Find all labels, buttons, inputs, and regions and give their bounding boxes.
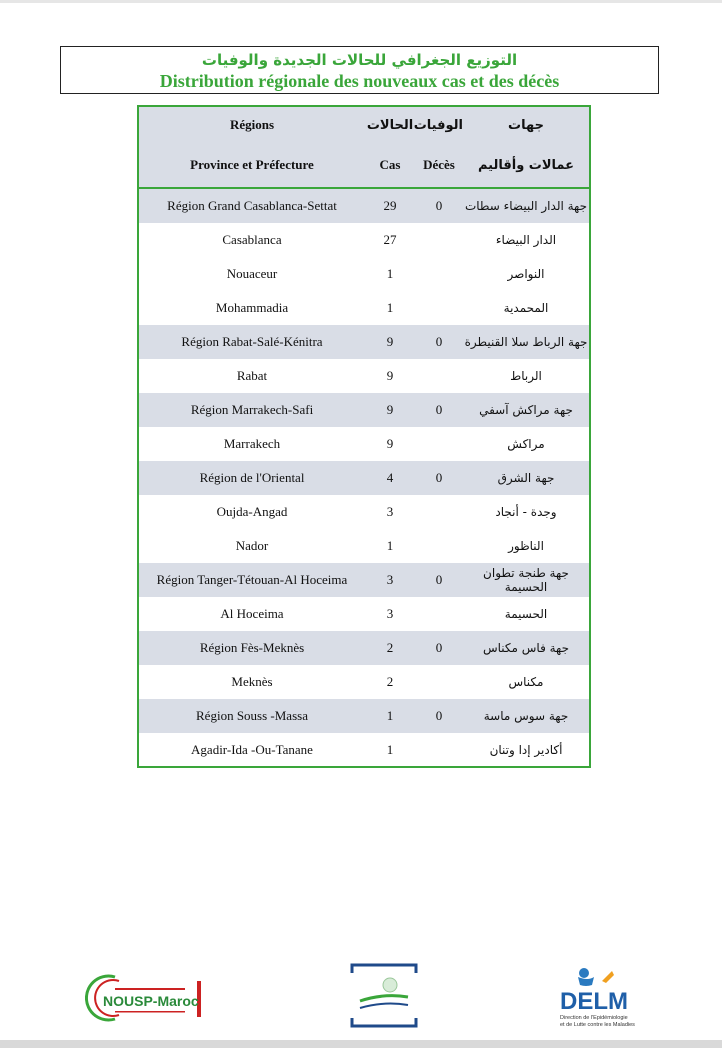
title-french: Distribution régionale des nouveaux cas et des décès bbox=[159, 71, 560, 91]
province-row bbox=[139, 529, 589, 563]
cell-cases: 3 bbox=[386, 606, 394, 621]
province-row bbox=[139, 733, 589, 767]
nousp-logo bbox=[85, 971, 207, 1025]
region-row bbox=[139, 188, 589, 223]
cell-name: Région Grand Casablanca-Settat bbox=[139, 188, 365, 223]
province-row bbox=[139, 665, 589, 699]
cell-name: Nouaceur bbox=[226, 266, 278, 281]
cell-deaths: 0 bbox=[415, 188, 463, 223]
header-regions-ar: جهات bbox=[463, 107, 589, 143]
cell-deaths: 0 bbox=[415, 699, 463, 733]
cell-deaths bbox=[415, 359, 463, 393]
cell-name-ar: جهة فاس مكناس bbox=[463, 631, 589, 665]
cell-cases: 1 bbox=[365, 699, 415, 733]
cell-cases: 9 bbox=[386, 368, 394, 383]
page-top-edge bbox=[0, 0, 722, 3]
cell-name: Agadir-Ida -Ou-Tanane bbox=[191, 742, 313, 757]
cell-name-ar: جهة الشرق bbox=[463, 461, 589, 495]
footer-logos bbox=[0, 955, 722, 1035]
cell-deaths bbox=[415, 427, 463, 461]
cell-name-ar: النواصر bbox=[507, 267, 545, 281]
cell-name-ar: جهة طنجة تطوان الحسيمة bbox=[463, 563, 589, 597]
header-deaths-ar: الوفيات bbox=[415, 107, 463, 143]
cell-name-ar: الرباط bbox=[510, 369, 542, 383]
cell-name: Région Fès-Meknès bbox=[139, 631, 365, 665]
cell-cases: 1 bbox=[386, 742, 394, 757]
cell-name: Région Tanger-Tétouan-Al Hoceima bbox=[139, 563, 365, 597]
cell-cases: 1 bbox=[386, 266, 394, 281]
region-row bbox=[139, 563, 589, 597]
cell-deaths bbox=[415, 733, 463, 767]
province-row bbox=[139, 257, 589, 291]
cell-deaths: 0 bbox=[415, 631, 463, 665]
cell-name: Rabat bbox=[236, 368, 268, 383]
province-row bbox=[139, 291, 589, 325]
cell-name: Casablanca bbox=[222, 232, 282, 247]
cell-name-ar: جهة الدار البيضاء سطات bbox=[463, 188, 589, 223]
cell-cases: 2 bbox=[386, 674, 394, 689]
header-deaths-fr: Décès bbox=[415, 143, 463, 188]
delm-subtitle-1: Direction de l'Epidémiologie bbox=[560, 1015, 628, 1021]
nousp-logo-text: NOUSP-Maroc bbox=[103, 993, 199, 1009]
region-row bbox=[139, 631, 589, 665]
cell-name-ar: مراكش bbox=[507, 437, 545, 451]
cell-name: Meknès bbox=[231, 674, 273, 689]
cell-name-ar: الناظور bbox=[508, 539, 544, 553]
header-cases-fr: Cas bbox=[365, 143, 415, 188]
delm-subtitle-2: et de Lutte contre les Maladies bbox=[560, 1022, 635, 1028]
ministry-emblem-logo bbox=[350, 963, 418, 1028]
cell-deaths bbox=[415, 495, 463, 529]
header-province-ar: عمالات وأقاليم bbox=[463, 143, 589, 188]
cell-cases: 27 bbox=[383, 232, 397, 247]
header-cases-ar: الحالات bbox=[365, 107, 415, 143]
province-row bbox=[139, 597, 589, 631]
region-row bbox=[139, 325, 589, 359]
cell-deaths: 0 bbox=[415, 325, 463, 359]
cell-name-ar: مكناس bbox=[508, 675, 544, 689]
cell-name-ar: وجدة - أنجاد bbox=[495, 505, 557, 519]
page-bottom-edge bbox=[0, 1040, 722, 1048]
cell-name-ar: جهة الرباط سلا القنيطرة bbox=[463, 325, 589, 359]
cell-cases: 1 bbox=[386, 538, 394, 553]
cell-deaths: 0 bbox=[415, 563, 463, 597]
cell-name-ar: جهة سوس ماسة bbox=[463, 699, 589, 733]
header-province-fr: Province et Préfecture bbox=[139, 143, 365, 188]
cell-cases: 3 bbox=[386, 504, 394, 519]
province-row bbox=[139, 495, 589, 529]
cell-deaths bbox=[415, 223, 463, 257]
delm-logo bbox=[558, 965, 648, 1031]
cell-cases: 2 bbox=[365, 631, 415, 665]
cell-name: Oujda-Angad bbox=[216, 504, 288, 519]
cell-deaths: 0 bbox=[415, 393, 463, 427]
region-row bbox=[139, 393, 589, 427]
cell-name: Marrakech bbox=[223, 436, 281, 451]
province-row bbox=[139, 359, 589, 393]
table-header-row-2 bbox=[139, 143, 589, 188]
cell-deaths bbox=[415, 529, 463, 563]
cell-deaths bbox=[415, 291, 463, 325]
cell-name: Région Souss -Massa bbox=[139, 699, 365, 733]
cell-deaths: 0 bbox=[415, 461, 463, 495]
delm-logo-text: DELM bbox=[560, 988, 628, 1015]
cell-name-ar: الدار البيضاء bbox=[495, 233, 557, 247]
cell-name-ar: جهة مراكش آسفي bbox=[463, 393, 589, 427]
cell-name: Nador bbox=[235, 538, 269, 553]
region-row bbox=[139, 699, 589, 733]
cell-cases: 9 bbox=[386, 436, 394, 451]
cell-name: Mohammadia bbox=[215, 300, 289, 315]
cell-cases: 1 bbox=[386, 300, 394, 315]
table-header-row-1 bbox=[139, 107, 589, 143]
cell-name-ar: المحمدية bbox=[503, 301, 549, 315]
cell-cases: 3 bbox=[365, 563, 415, 597]
province-row bbox=[139, 223, 589, 257]
cell-name: Région Rabat-Salé-Kénitra bbox=[139, 325, 365, 359]
region-row bbox=[139, 461, 589, 495]
cell-cases: 9 bbox=[365, 325, 415, 359]
cell-deaths bbox=[415, 597, 463, 631]
cell-cases: 29 bbox=[365, 188, 415, 223]
header-regions-fr: Régions bbox=[139, 107, 365, 143]
cell-name: Région Marrakech-Safi bbox=[139, 393, 365, 427]
title-box bbox=[60, 46, 659, 94]
distribution-table bbox=[137, 105, 591, 768]
cell-name-ar: أكادير إدا وتنان bbox=[489, 743, 563, 757]
cell-name: Région de l'Oriental bbox=[139, 461, 365, 495]
cell-name: Al Hoceima bbox=[220, 606, 284, 621]
cell-cases: 9 bbox=[365, 393, 415, 427]
province-row bbox=[139, 427, 589, 461]
cell-deaths bbox=[415, 665, 463, 699]
cell-deaths bbox=[415, 257, 463, 291]
title-arabic: التوزيع الجغرافي للحالات الجديدة والوفيات bbox=[201, 51, 518, 69]
cell-cases: 4 bbox=[365, 461, 415, 495]
cell-name-ar: الحسيمة bbox=[504, 607, 548, 621]
